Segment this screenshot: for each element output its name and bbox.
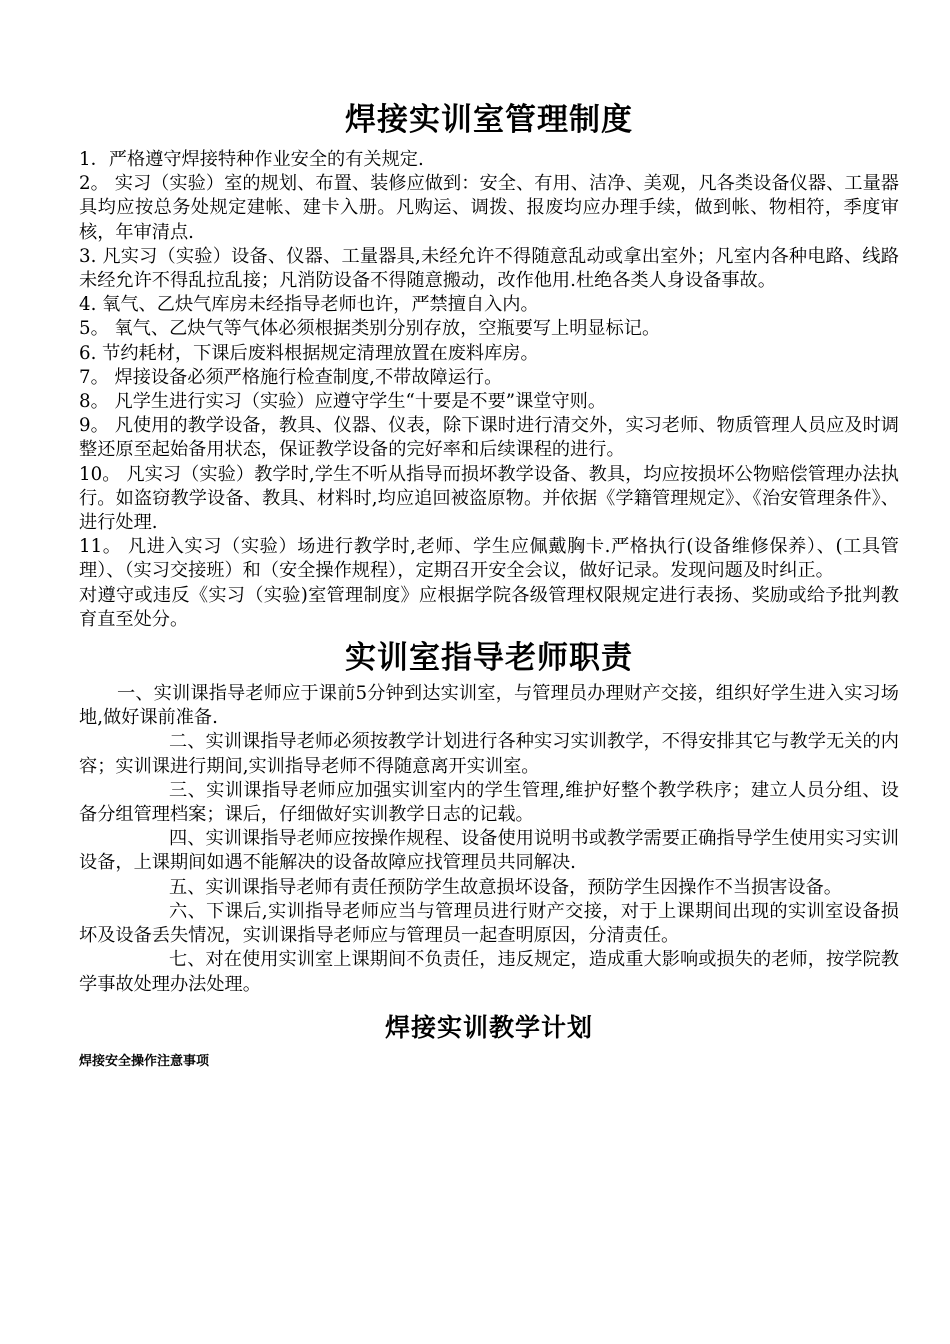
rule-closing: 对遵守或违反《实习（实验)室管理制度》应根据学院各级管理权限规定进行表扬、奖励或给予批判教育直至处分。 [79,584,899,630]
rule-item-10: 10。 凡实习（实验）教学时,学生不听从指导而损坏教学设备、教具，均应按损坏公物赔偿管理办法执行。如盗窃教学设备、教具、材料时,均应追回被盗原物。并依据《学籍管理规定》、《治安管理条件》、进行处理. [79,463,899,534]
duty-item-1: 一、实训课指导老师应于课前5分钟到达实训室，与管理员办理财产交接，组织好学生进入实习场地,做好课前准备. [79,683,899,729]
duty-item-3: 三、实训课指导老师应加强实训室内的学生管理,维护好整个教学秩序；建立人员分组、设备分组管理档案；课后，仔细做好实训教学日志的记载。 [79,779,899,826]
duty-item-7: 七、对在使用实训室上课期间不负责任，违反规定，造成重大影响或损失的老师，按学院教学事故处理办法处理。 [79,949,899,995]
duty-item-2: 二、实训课指导老师必须按教学计划进行各种实习实训教学，不得安排其它与教学无关的内容；实训课进行期间,实训指导老师不得随意离开实训室。 [79,731,899,777]
rule-item-4: 4. 氧气、乙炔气库房未经指导老师也许，严禁擅自入内。 [79,294,539,316]
management-rules-title: 焊接实训室管理制度 [345,102,633,138]
safety-notes-heading: 焊接安全操作注意事项 [79,1053,210,1069]
document-page [79,100,899,1071]
rule-item-11: 11。 凡进入实习（实验）场进行教学时,老师、学生应佩戴胸卡.严格执行(设备维修保养）、(工具管理）、（实习交接班）和（安全操作规程），定期召开安全会议，做好记录。发现问题及时纠正。 [79,536,899,582]
rule-item-7: 7。 焊接设备必须严格施行检查制度,不带故障运行。 [79,366,503,388]
rule-item-2: 2。 实习（实验）室的规划、布置、装修应做到：安全、有用、洁净、美观，凡各类设备仪器、工量器具均应按总务处规定建帐、建卡入册。凡购运、调拨、报废均应办理手续，做到帐、物相符，季度审核，年审清点. [79,173,899,243]
rule-item-6: 6. 节约耗材，下课后废料根据规定清理放置在废料库房。 [79,342,539,364]
rule-item-9: 9。 凡使用的教学设备，教具、仪器、仪表，除下课时进行清交外，实习老师、物质管理人员应及时调整还原至起始备用状态，保证教学设备的完好率和后续课程的进行。 [79,415,899,461]
teaching-plan-title: 焊接实训教学计划 [384,1012,593,1042]
duty-item-4: 四、实训课指导老师应按操作规程、设备使用说明书或教学需要正确指导学生使用实习实训设备，上课期间如遇不能解决的设备故障应找管理员共同解决. [79,828,899,874]
rule-item-8: 8。 凡学生进行实习（实验）应遵守学生“十要是不要”课堂守则。 [79,391,607,413]
duty-item-5: 五、实训课指导老师有责任预防学生故意损坏设备，预防学生因操作不当损害设备。 [169,876,842,898]
rule-item-1: 1．严格遵守焊接特种作业安全的有关规定. [79,149,424,170]
rule-item-5: 5。 氧气、乙炔气等气体必须根据类别分别存放，空瓶要写上明显标记。 [79,318,661,340]
rule-item-3: 3. 凡实习（实验）设备、仪器、工量器具,未经允许不得随意乱动或拿出室外；凡室内各种电路、线路未经允许不得乱拉乱接；凡消防设备不得随意搬动，改作他用.杜绝各类人身设备事故。 [79,245,899,292]
instructor-duties-title: 实训室指导老师职责 [345,640,633,677]
duty-item-6: 六、下课后,实训指导老师应当与管理员进行财产交接，对于上课期间出现的实训室设备损坏及设备丢失情况，实训课指导老师应与管理员一起查明原因，分清责任。 [79,900,899,947]
